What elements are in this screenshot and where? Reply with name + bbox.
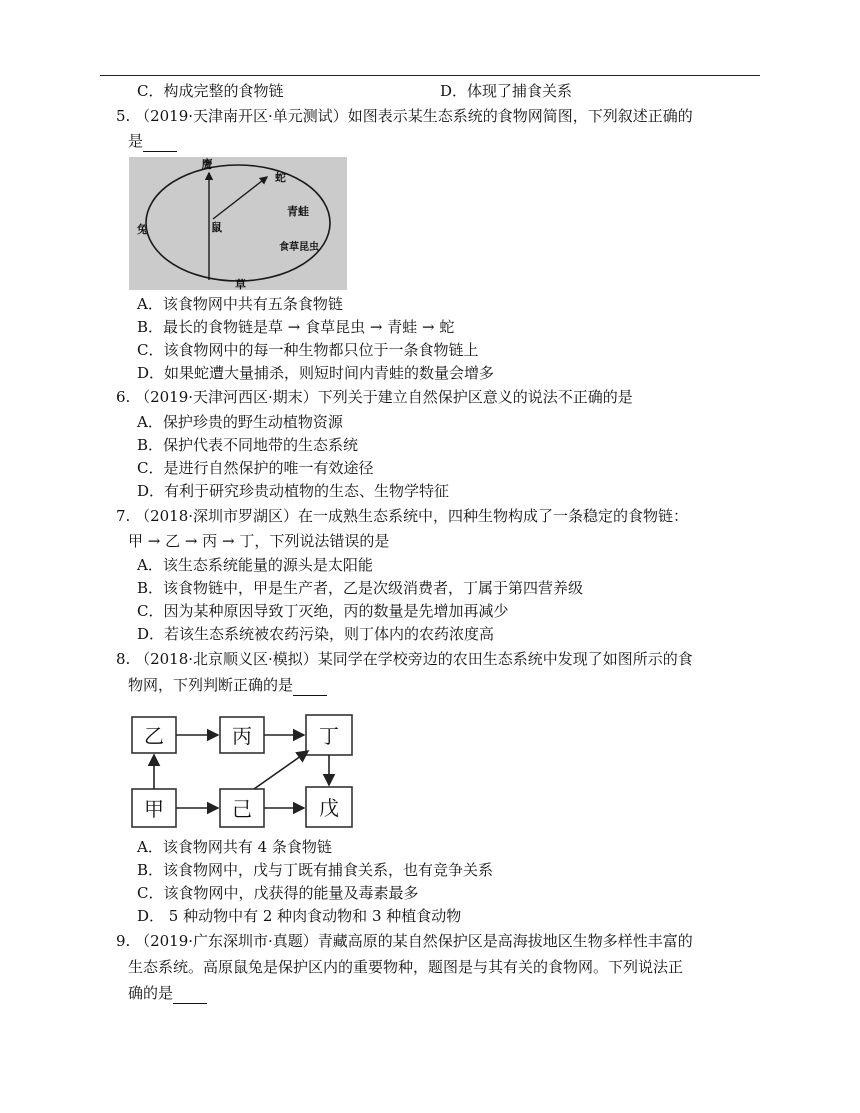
food-web-diagram-q5	[129, 157, 347, 290]
question-9-stem-cont2: 确的是	[128, 982, 207, 1004]
question-8-option-d: D． 5 种动物中有 2 种肉食动物和 3 种植食动物	[137, 907, 462, 925]
question-5-option-a: A．该食物网中共有五条食物链	[137, 295, 343, 313]
question-7-option-a: A．该生态系统能量的源头是太阳能	[137, 556, 373, 574]
eagle-label: 鹰	[201, 158, 213, 171]
grass-label: 草	[235, 278, 246, 290]
food-web-diagram-q8	[128, 705, 358, 835]
question-5-stem: 5. （2019·天津南开区·单元测试）如图表示某生态系统的食物网简图，下列叙述正确的	[116, 107, 693, 125]
question-5-option-c: C．该食物网中的每一种生物都只位于一条食物链上	[137, 341, 479, 359]
question-6-stem: 6. （2019·天津河西区·期末）下列关于建立自然保护区意义的说法不正确的是	[116, 388, 633, 406]
header-rule	[100, 75, 760, 76]
question-5-option-b: B．最长的食物链是草 → 食草昆虫 → 青蛙 → 蛇	[137, 318, 455, 336]
frog-label: 青蛙	[287, 205, 309, 218]
question-5-option-d: D．如果蛇遭大量捕杀，则短时间内青蛙的数量会增多	[137, 364, 495, 382]
question-7-option-c: C．因为某种原因导致丁灭绝，丙的数量是先增加再减少	[137, 602, 509, 620]
question-7-stem-cont: 甲 → 乙 → 丙 → 丁，下列说法错误的是	[128, 532, 390, 550]
question-7-option-d: D．若该生态系统被农药污染，则丁体内的农药浓度高	[137, 625, 495, 643]
mouse-label: 鼠	[211, 221, 222, 234]
question-9-stem: 9. （2019·广东深圳市·真题）青藏高原的某自然保护区是高海拔地区生物多样性丰富的	[116, 932, 693, 950]
snake-label: 蛇	[275, 171, 286, 184]
question-7-stem: 7. （2018·深圳市罗湖区）在一成熟生态系统中，四种生物构成了一条稳定的食物链：	[116, 507, 689, 525]
question-6-option-d: D．有利于研究珍贵动植物的生态、生物学特征	[137, 482, 450, 500]
question-6-option-a: A．保护珍贵的野生动植物资源	[137, 413, 343, 431]
node-jia-label: 甲	[144, 797, 164, 821]
question-8-stem-cont: 物网，下列判断正确的是	[128, 674, 327, 696]
node-bing-label: 丙	[232, 724, 252, 748]
question-8-option-a: A．该食物网共有 4 条食物链	[137, 838, 332, 856]
prev-option-d: D．体现了捕食关系	[440, 82, 573, 100]
answer-blank	[173, 987, 207, 1004]
node-wu-label: 戊	[319, 796, 339, 820]
question-5-stem-cont: 是	[128, 130, 177, 152]
question-8-option-c: C．该食物网中，戊获得的能量及毒素最多	[137, 884, 419, 902]
question-6-option-b: B．保护代表不同地带的生态系统	[137, 436, 359, 454]
food-web-photo-q5	[129, 157, 347, 290]
node-yi-label: 乙	[144, 724, 164, 748]
rabbit-label: 兔	[137, 223, 148, 236]
node-ding-label: 丁	[319, 724, 339, 748]
answer-blank	[293, 679, 327, 696]
answer-blank	[143, 135, 177, 152]
insect-label: 食草昆虫	[279, 242, 319, 253]
prev-option-c: C．构成完整的食物链	[137, 82, 284, 100]
node-ji-label: 己	[232, 797, 252, 821]
question-9-stem-cont: 生态系统。高原鼠兔是保护区内的重要物种，题图是与其有关的食物网。下列说法正	[128, 958, 684, 976]
question-8-option-b: B．该食物网中，戊与丁既有捕食关系，也有竞争关系	[137, 861, 494, 879]
question-6-option-c: C．是进行自然保护的唯一有效途径	[137, 459, 374, 477]
question-8-stem: 8. （2018·北京顺义区·模拟）某同学在学校旁边的农田生态系统中发现了如图所示的食	[116, 650, 693, 668]
question-7-option-b: B．该食物链中，甲是生产者，乙是次级消费者，丁属于第四营养级	[137, 579, 584, 597]
